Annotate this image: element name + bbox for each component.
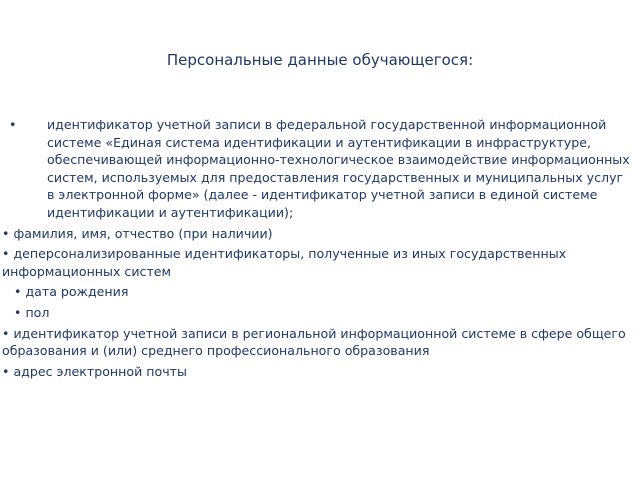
list-item-text: деперсонализированные идентификаторы, полученные из иных государственных информационных систем — [2, 246, 567, 279]
list-item — [2, 225, 632, 243]
list-item — [2, 363, 632, 381]
list-item — [2, 245, 632, 280]
bullet-icon: • — [2, 225, 10, 241]
bullet-icon: • — [9, 117, 17, 132]
list-item — [2, 116, 632, 222]
slide-title: Персональные данные обучающегося: — [166, 51, 474, 69]
list-item-text: идентификатор учетной записи в региональной информационной системе в сфере общего образования и (или) среднего профессионального образования — [2, 325, 626, 359]
bullet-list — [2, 116, 632, 380]
bullet-icon: • — [2, 325, 10, 341]
list-item-text: идентификатор учетной записи в федеральной государственной информационной системе «Единая система идентификации и аутентификации в инфраструктуре, обеспечивающей информационно-технологическое взаимодействие информационных систем, используемых для предоставления государственных и муниципальных услуг в электронной форме» (далее - идентификатор учетной записи в единой системе идентификации и аутентификации); — [47, 117, 630, 220]
list-item-text: пол — [25, 304, 50, 320]
list-item-text: адрес электронной почты — [13, 363, 187, 379]
bullet-icon: • — [2, 246, 10, 262]
list-item — [2, 304, 632, 322]
list-item-text: дата рождения — [25, 284, 129, 300]
list-item — [2, 325, 632, 360]
list-item-text: фамилия, имя, отчество (при наличии) — [13, 225, 273, 241]
list-item — [2, 283, 632, 301]
bullet-icon: • — [2, 363, 10, 379]
bullet-icon: • — [14, 304, 22, 320]
bullet-icon: • — [14, 284, 22, 300]
